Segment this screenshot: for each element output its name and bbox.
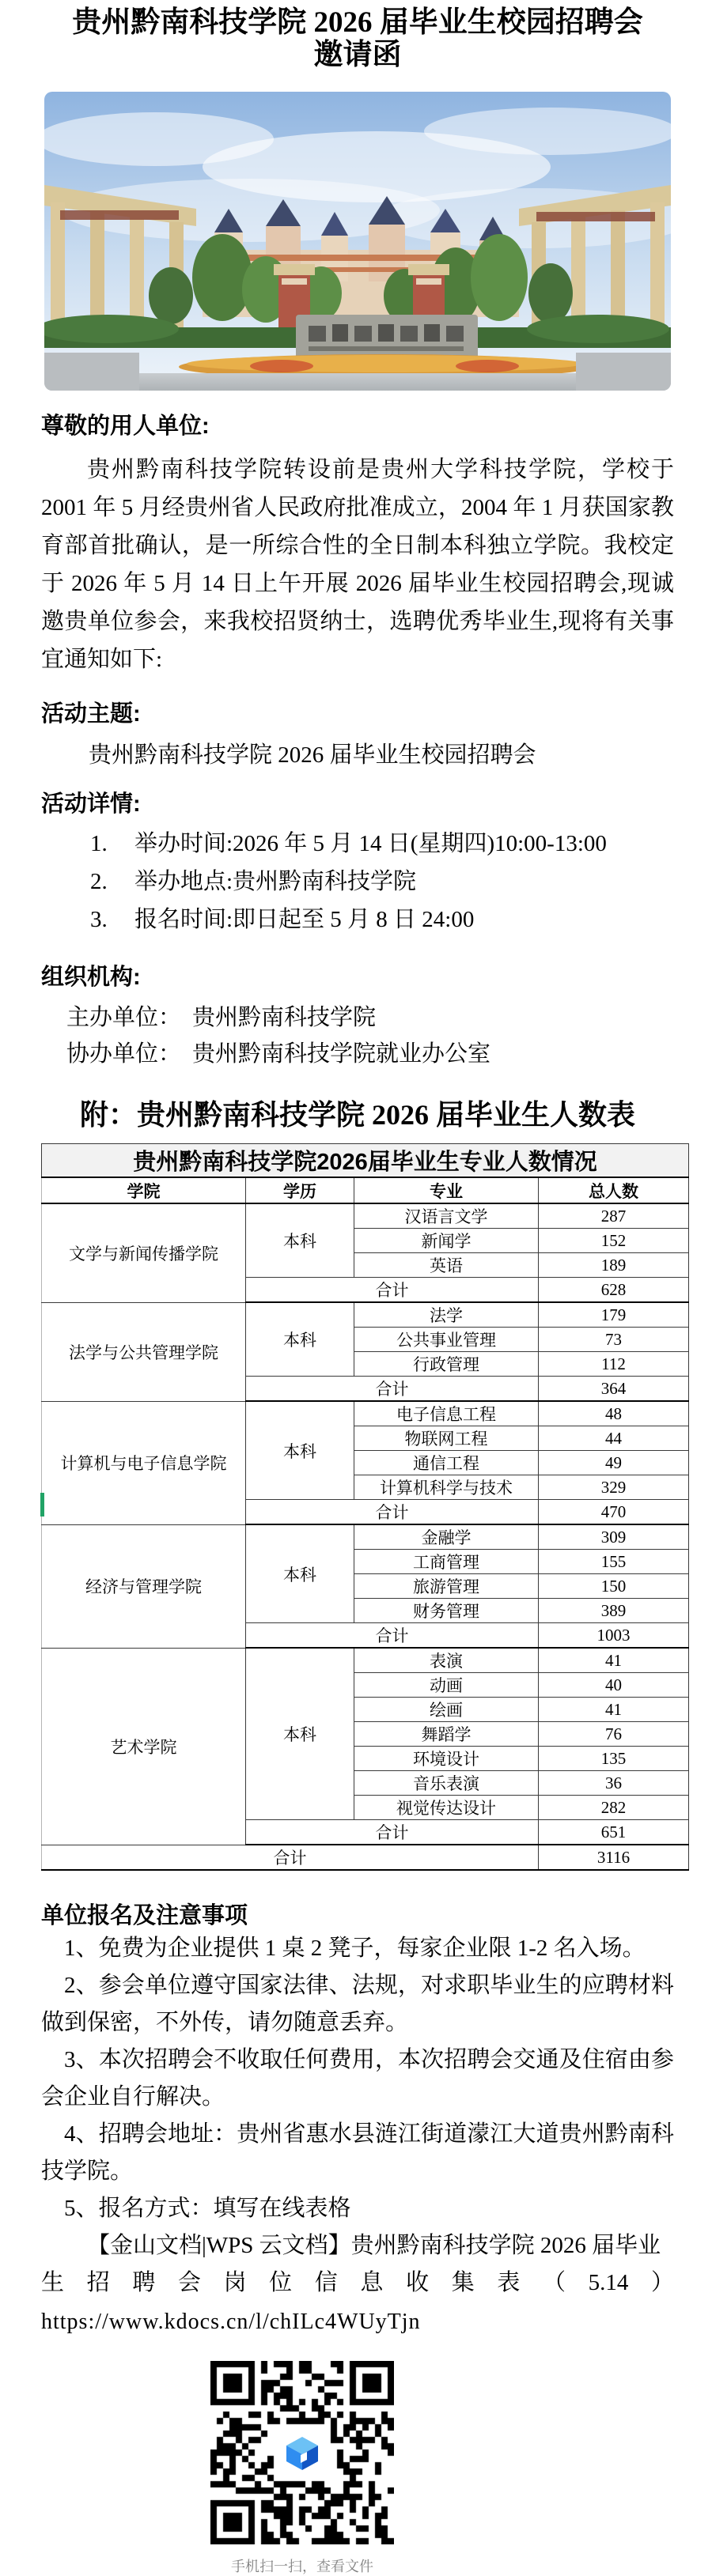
attachment-heading: 附：贵州黔南科技学院 2026 届毕业生人数表 (79, 1099, 635, 1131)
major-cell: 舞蹈学 (354, 1722, 539, 1747)
detail-item-2 (90, 863, 674, 901)
organization-heading: 组织机构: (41, 965, 141, 990)
major-cell: 计算机科学与技术 (354, 1475, 539, 1500)
kdocs-url[interactable]: https://www.kdocs.cn/l/chILc4WUyTjn (41, 2310, 421, 2334)
table-row (42, 1524, 689, 1550)
note-item-2: 2、参会单位遵守国家法律、法规，对求职毕业生的应聘材料做到保密，不外传，请勿随意丢弃。 (41, 1973, 674, 2035)
salutation: 尊敬的用人单位: (41, 414, 210, 439)
count-cell: 49 (539, 1451, 689, 1475)
college-cell: 法学与公共管理学院 (42, 1302, 246, 1401)
subtotal-count: 1003 (539, 1623, 689, 1649)
co-organizer-line (66, 1036, 674, 1072)
table-row (42, 1401, 689, 1426)
major-cell: 行政管理 (354, 1352, 539, 1377)
count-cell: 41 (539, 1648, 689, 1673)
detail-item-1 (90, 825, 674, 863)
count-cell: 389 (539, 1599, 689, 1623)
major-cell: 动画 (354, 1673, 539, 1698)
major-cell: 视觉传达设计 (354, 1796, 539, 1820)
major-cell: 工商管理 (354, 1550, 539, 1574)
page-title-line2: 邀请函 (313, 39, 402, 71)
major-cell: 金融学 (354, 1524, 539, 1550)
count-cell: 152 (539, 1229, 689, 1253)
subtotal-count: 651 (539, 1820, 689, 1845)
degree-cell: 本科 (246, 1648, 354, 1820)
college-cell: 文学与新闻传播学院 (42, 1203, 246, 1302)
table-title: 贵州黔南科技学院2026届毕业生专业人数情况 (42, 1144, 689, 1178)
detail-item-text: 举办时间:2026 年 5 月 14 日(星期四)10:00-13:00 (134, 831, 607, 856)
count-cell: 287 (539, 1203, 689, 1229)
column-header: 专业 (354, 1177, 539, 1203)
co-organizer-name: 贵州黔南科技学院就业办公室 (192, 1041, 491, 1067)
subtotal-count: 470 (539, 1500, 689, 1525)
major-cell: 财务管理 (354, 1599, 539, 1623)
count-cell: 309 (539, 1524, 689, 1550)
host-unit-role: 主办单位： (66, 1005, 182, 1030)
count-cell: 282 (539, 1796, 689, 1820)
major-cell: 绘画 (354, 1698, 539, 1722)
kdocs-cube-logo-icon (280, 2431, 324, 2475)
details-heading: 活动详情: (41, 791, 141, 817)
page-title (41, 6, 674, 71)
degree-cell: 本科 (246, 1302, 354, 1377)
major-cell: 法学 (354, 1302, 539, 1328)
detail-item-number: 2. (90, 869, 108, 894)
table-header-row (42, 1177, 689, 1203)
count-cell: 155 (539, 1550, 689, 1574)
detail-item-number: 1. (90, 831, 108, 856)
table-row (42, 1302, 689, 1328)
subtotal-label: 合计 (246, 1278, 539, 1303)
grand-total-count: 3116 (539, 1845, 689, 1870)
count-cell: 76 (539, 1722, 689, 1747)
graduates-table-image (41, 1143, 688, 1871)
details-list (41, 825, 674, 939)
table-row (42, 1203, 689, 1229)
host-unit-line (66, 999, 674, 1036)
subtotal-label: 合计 (246, 1377, 539, 1402)
subtotal-count: 364 (539, 1377, 689, 1402)
table-row (42, 1648, 689, 1673)
note-item-4: 4、招聘会地址：贵州省惠水县涟江街道濛江大道贵州黔南科技学院。 (41, 2121, 674, 2184)
kdocs-doc-title-line2: 生招聘会岗位信息收集表（5.14） (41, 2270, 674, 2295)
major-cell: 公共事业管理 (354, 1328, 539, 1352)
count-cell: 48 (539, 1401, 689, 1426)
host-unit-name: 贵州黔南科技学院 (192, 1005, 377, 1030)
detail-item-text: 报名时间:即日起至 5 月 8 日 24:00 (134, 907, 475, 932)
campus-photo (44, 92, 671, 391)
grand-total-label: 合计 (42, 1845, 539, 1870)
column-header: 总人数 (539, 1177, 689, 1203)
notes-heading: 单位报名及注意事项 (41, 1903, 248, 1928)
major-cell: 通信工程 (354, 1451, 539, 1475)
count-cell: 40 (539, 1673, 689, 1698)
kdocs-doc-title-line1: 【金山文档|WPS 云文档】贵州黔南科技学院 2026 届毕业 (87, 2233, 661, 2258)
subtotal-label: 合计 (246, 1500, 539, 1525)
count-cell: 179 (539, 1302, 689, 1328)
spreadsheet-selection-artifact (40, 1493, 44, 1517)
major-cell: 物联网工程 (354, 1426, 539, 1451)
subtotal-label: 合计 (246, 1623, 539, 1649)
major-cell: 电子信息工程 (354, 1401, 539, 1426)
degree-cell: 本科 (246, 1203, 354, 1278)
theme-heading: 活动主题: (41, 701, 141, 727)
major-cell: 英语 (354, 1253, 539, 1278)
column-header: 学院 (42, 1177, 246, 1203)
subtotal-label: 合计 (246, 1820, 539, 1845)
theme-content: 贵州黔南科技学院 2026 届毕业生校园招聘会 (89, 742, 536, 768)
note-item-5: 5、报名方式：填写在线表格 (64, 2196, 351, 2221)
count-cell: 329 (539, 1475, 689, 1500)
qr-code (210, 2361, 394, 2544)
count-cell: 150 (539, 1574, 689, 1599)
table-title-row (42, 1144, 689, 1178)
intro-paragraph: 贵州黔南科技学院转设前是贵州大学科技学院，学校于 2001 年 5 月经贵州省人民政府批准成立，2004 年 1 月获国家教育部首批确认，是一所综合性的全日制本科独立学院。我校定于 2026 年 5 月 14 日上午开展 2026 届毕业生校园招聘会,现诚邀贵单位参会，来我校招贤纳士，选聘优秀毕业生,现将有关事宜通知如下: (41, 457, 674, 672)
detail-item-3 (90, 901, 674, 939)
campus-photo-illustration (44, 92, 671, 391)
count-cell: 73 (539, 1328, 689, 1352)
count-cell: 112 (539, 1352, 689, 1377)
note-item-1: 1、免费为企业提供 1 桌 2 凳子，每家企业限 1-2 名入场。 (64, 1936, 646, 1961)
major-cell: 汉语言文学 (354, 1203, 539, 1229)
subtotal-count: 628 (539, 1278, 689, 1303)
column-header: 学历 (246, 1177, 354, 1203)
grand-total-row (42, 1845, 689, 1870)
count-cell: 189 (539, 1253, 689, 1278)
qr-block (210, 2361, 394, 2576)
college-cell: 经济与管理学院 (42, 1524, 246, 1648)
count-cell: 36 (539, 1771, 689, 1796)
count-cell: 44 (539, 1426, 689, 1451)
degree-cell: 本科 (246, 1524, 354, 1623)
major-cell: 环境设计 (354, 1747, 539, 1771)
college-cell: 计算机与电子信息学院 (42, 1401, 246, 1524)
college-cell: 艺术学院 (42, 1648, 246, 1845)
page-title-line1: 贵州黔南科技学院 2026 届毕业生校园招聘会 (72, 6, 643, 39)
stone-sign (296, 315, 478, 361)
graduates-table (41, 1143, 689, 1871)
detail-item-text: 举办地点:贵州黔南科技学院 (134, 869, 417, 894)
qr-caption: 手机扫一扫，查看文件 (231, 2559, 373, 2574)
detail-item-number: 3. (90, 907, 108, 932)
major-cell: 旅游管理 (354, 1574, 539, 1599)
major-cell: 音乐表演 (354, 1771, 539, 1796)
major-cell: 表演 (354, 1648, 539, 1673)
note-item-3: 3、本次招聘会不收取任何费用，本次招聘会交通及住宿由参会企业自行解决。 (41, 2047, 674, 2110)
count-cell: 135 (539, 1747, 689, 1771)
degree-cell: 本科 (246, 1401, 354, 1500)
co-organizer-role: 协办单位： (66, 1041, 182, 1067)
count-cell: 41 (539, 1698, 689, 1722)
major-cell: 新闻学 (354, 1229, 539, 1253)
